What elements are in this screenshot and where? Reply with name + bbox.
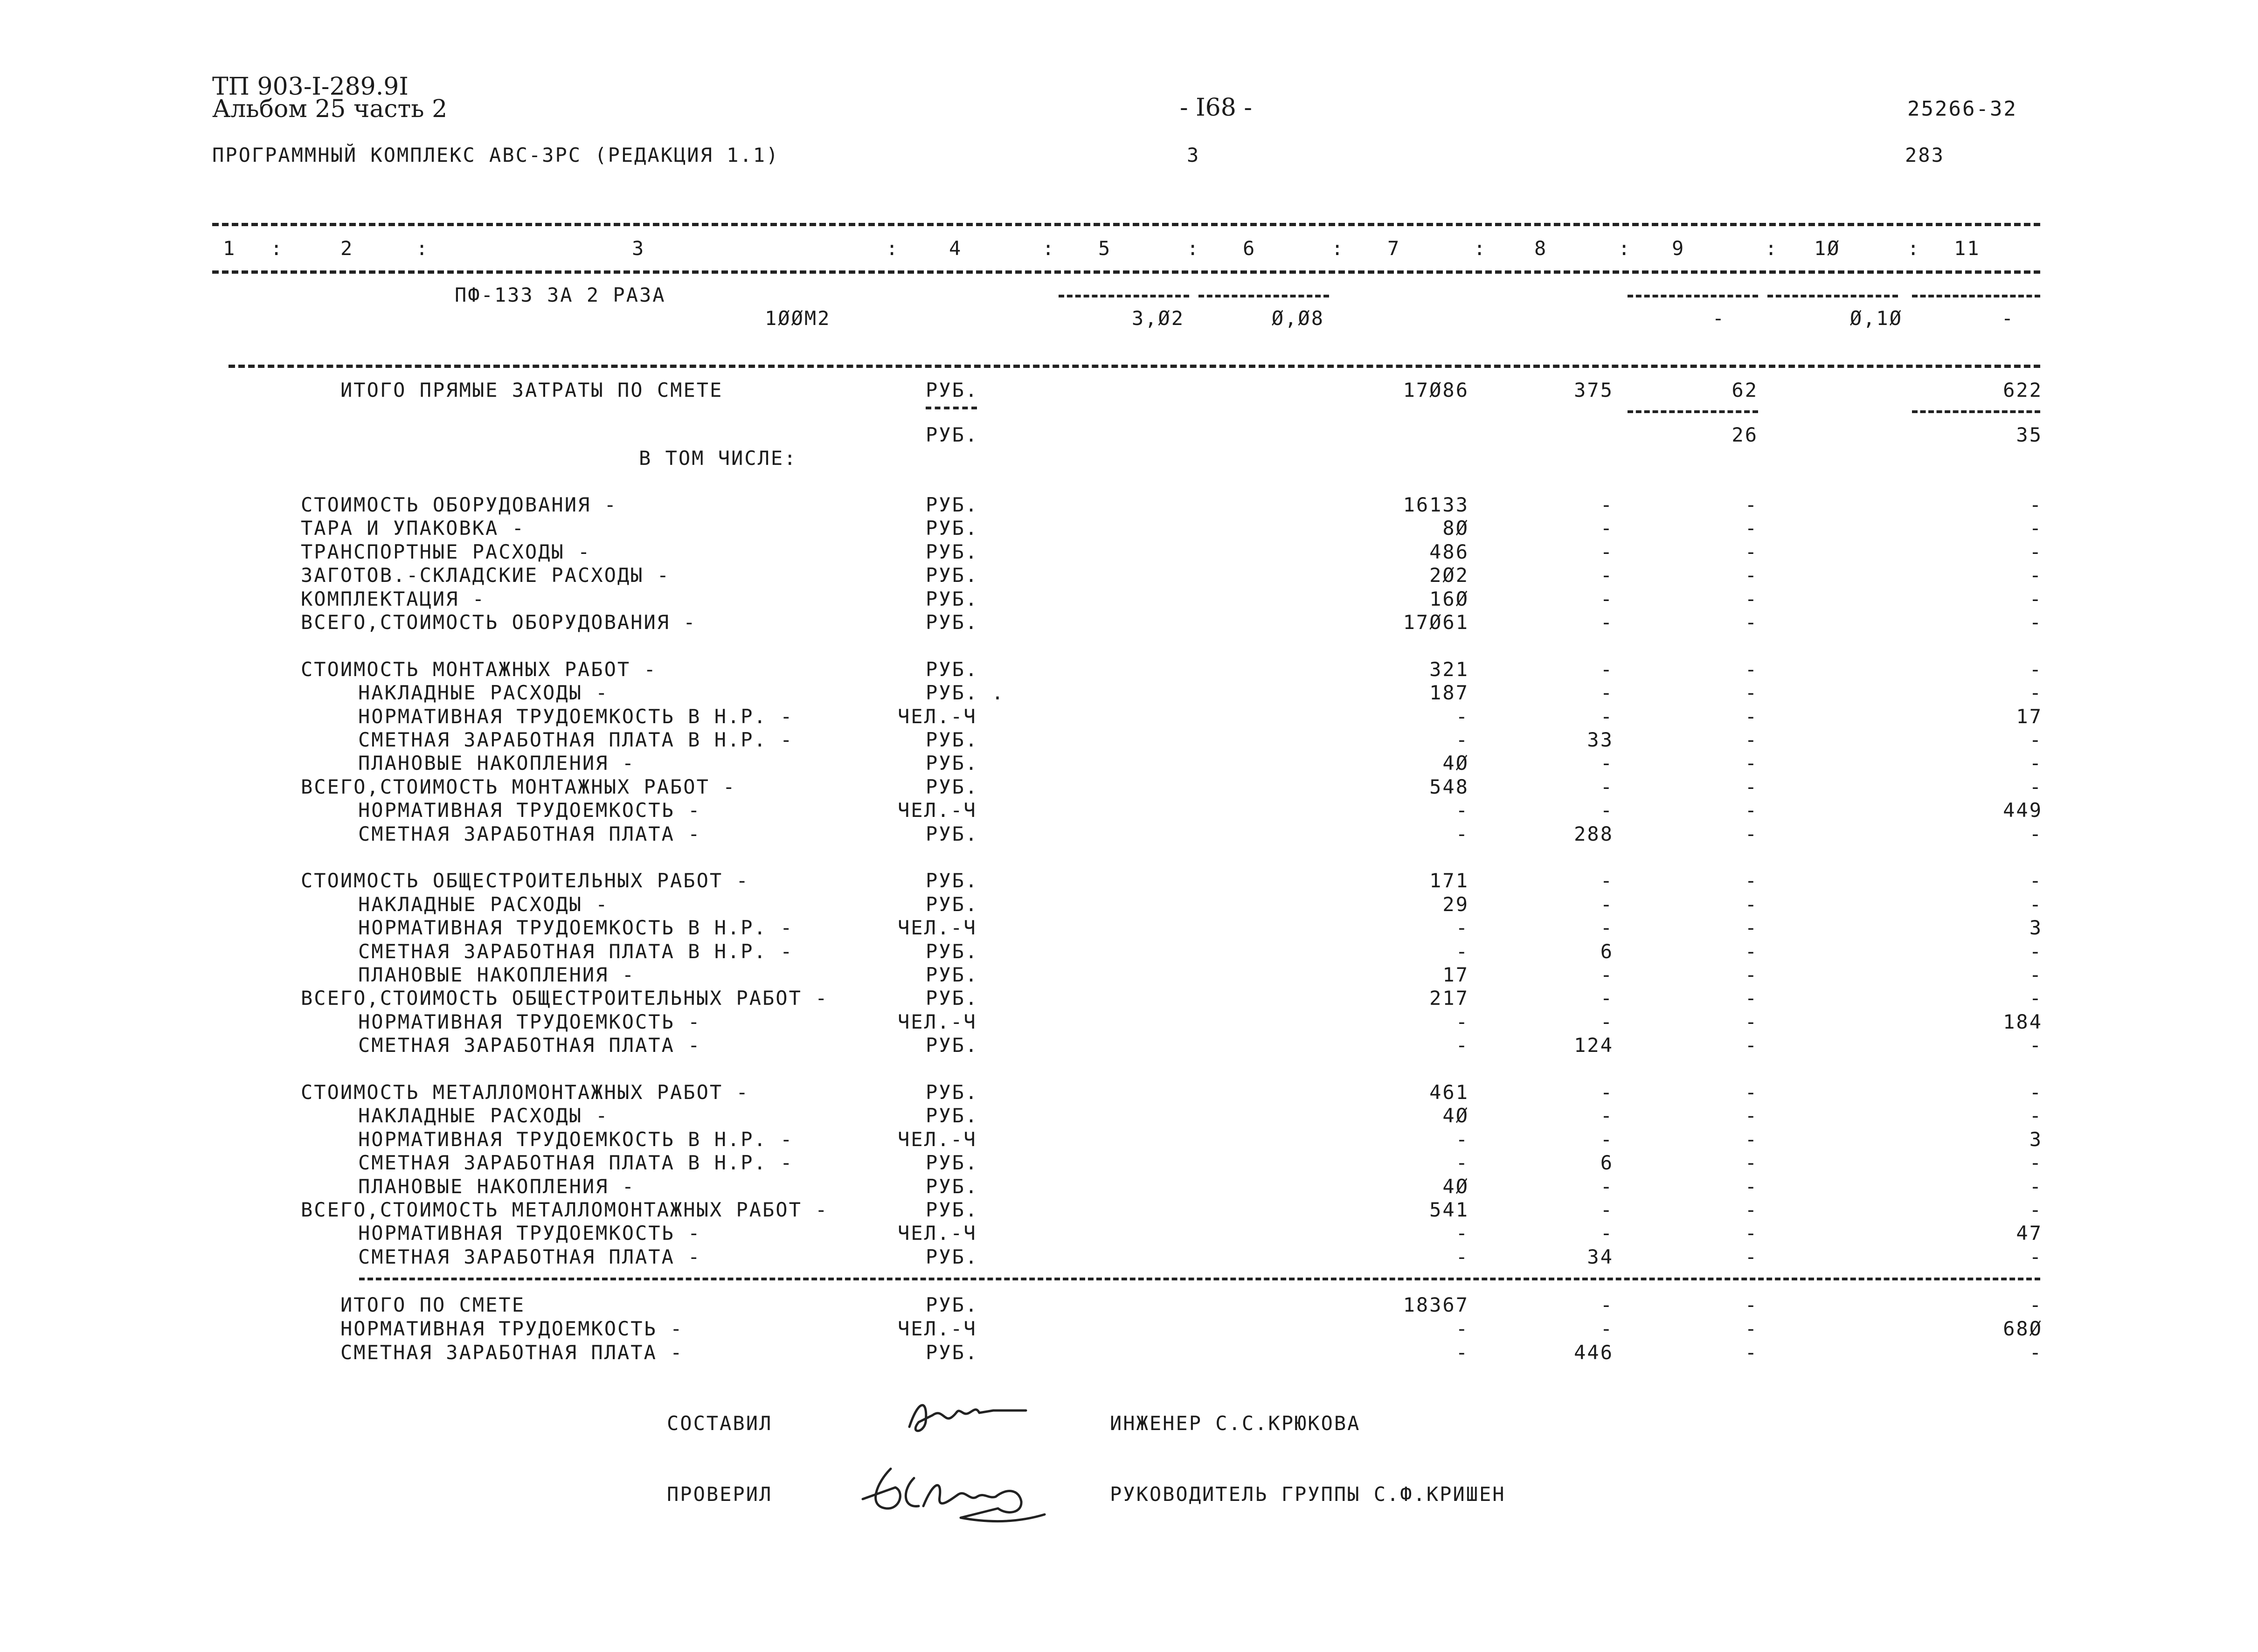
row-label: СМЕТНАЯ ЗАРАБОТНАЯ ПЛАТА - [358,823,701,845]
row-label: НОРМАТИВНАЯ ТРУДОЕМКОСТЬ В Н.Р. - [358,916,794,939]
row-c7: - [1455,1128,1469,1151]
row-c8: - [1600,916,1614,939]
row-c11: 47 [2016,1222,2043,1244]
column-label: 1 [223,237,236,260]
row-c8: - [1600,799,1614,822]
item-c6: Ø,Ø8 [1271,307,1324,330]
column-header-rule [212,270,2040,274]
row-unit: РУБ. [926,1198,979,1221]
row-label: СТОИМОСТЬ МОНТАЖНЫХ РАБОТ - [301,658,657,681]
totals-unit: РУБ. [926,379,979,401]
column-label: 9 [1672,237,1685,260]
compiled-label: СОСТАВИЛ [667,1412,773,1435]
row-unit: ЧЕЛ.-Ч [898,1128,977,1151]
row-c9: - [1745,893,1758,916]
column-separator: : [1331,237,1345,260]
row-c11: - [2029,1104,2043,1127]
row-c8: - [1600,1010,1614,1033]
column-separator: : [1042,237,1056,260]
row-c11: - [2029,869,2043,892]
row-unit: РУБ. [926,1151,979,1174]
row-c11: - [2029,987,2043,1009]
program-title: ПРОГРАММНЫЙ КОМПЛЕКС АВС-3РС (РЕДАКЦИЯ 1.1) [212,144,780,166]
row-unit: РУБ. . [926,681,1005,704]
row-unit: ЧЕЛ.-Ч [898,916,977,939]
column-separator: : [1765,237,1779,260]
separator [926,407,977,409]
final-rule [359,1278,2040,1280]
row-label: СМЕТНАЯ ЗАРАБОТНАЯ ПЛАТА В Н.Р. - [358,1151,794,1174]
row-c11: - [2029,893,2043,916]
row-c9: - [1745,1175,1758,1198]
separator [1059,295,1189,297]
row-c7: 4Ø [1442,1104,1469,1127]
row-c7: 4Ø [1442,1175,1469,1198]
final-c11: 68Ø [2003,1317,2043,1340]
row-label: СТОИМОСТЬ ОБЩЕСТРОИТЕЛЬНЫХ РАБОТ - [301,869,749,892]
row-c11: - [2029,493,2043,516]
row-c8: 6 [1600,940,1614,963]
row-c11: - [2029,1081,2043,1104]
separator [1198,295,1329,297]
row-c7: 486 [1429,540,1469,563]
row-c9: - [1745,681,1758,704]
column-separator: : [270,237,284,260]
row-c7: 461 [1429,1081,1469,1104]
row-label: ВСЕГО,СТОИМОСТЬ ОБЩЕСТРОИТЕЛЬНЫХ РАБОТ - [301,987,829,1009]
row-c7: - [1455,728,1469,751]
column-label: 2 [340,237,354,260]
row-unit: РУБ. [926,775,979,798]
item-c10: Ø,1Ø [1849,307,1903,330]
totals-c7: 17Ø86 [1403,379,1469,401]
row-c7: - [1455,1010,1469,1033]
final-label: СМЕТНАЯ ЗАРАБОТНАЯ ПЛАТА - [340,1341,684,1364]
row-label: СМЕТНАЯ ЗАРАБОТНАЯ ПЛАТА - [358,1245,701,1268]
row-c8: 6 [1600,1151,1614,1174]
row-c8: 34 [1587,1245,1614,1268]
row-unit: РУБ. [926,588,979,610]
final-unit: РУБ. [926,1293,979,1316]
row-label: СМЕТНАЯ ЗАРАБОТНАЯ ПЛАТА - [358,1034,701,1057]
signature-compiled [900,1389,1040,1441]
row-c11: - [2029,940,2043,963]
totals-c8: 375 [1574,379,1614,401]
row-c8: - [1600,775,1614,798]
row-c7: 16Ø [1429,588,1469,610]
row-c7: - [1455,1222,1469,1244]
column-label: 5 [1098,237,1112,260]
row-label: НОРМАТИВНАЯ ТРУДОЕМКОСТЬ - [358,1010,701,1033]
row-label: ТРАНСПОРТНЫЕ РАСХОДЫ - [301,540,591,563]
row-c11: - [2029,540,2043,563]
totals-c9b: 26 [1732,423,1758,446]
row-c7: - [1455,916,1469,939]
row-c11: - [2029,1175,2043,1198]
header-number-a: 3 [1187,144,1200,166]
row-c9: - [1745,752,1758,774]
row-c7: 548 [1429,775,1469,798]
column-label: 7 [1387,237,1401,260]
row-label: НАКЛАДНЫЕ РАСХОДЫ - [358,681,609,704]
row-c9: - [1745,775,1758,798]
row-c9: - [1745,799,1758,822]
final-c8: - [1600,1317,1614,1340]
row-c11: 3 [2029,916,2043,939]
separator [1628,295,1758,297]
checked-by: РУКОВОДИТЕЛЬ ГРУППЫ С.Ф.КРИШЕН [1110,1483,1506,1506]
item-c11: - [2001,307,2015,330]
final-c11: - [2029,1341,2043,1364]
item-unit: 1ØØМ2 [765,307,831,330]
totals-unit-2: РУБ. [926,423,979,446]
row-c7: - [1455,1245,1469,1268]
row-c11: - [2029,728,2043,751]
row-c7: - [1455,823,1469,845]
row-label: НОРМАТИВНАЯ ТРУДОЕМКОСТЬ - [358,799,701,822]
checked-label: ПРОВЕРИЛ [667,1483,773,1506]
final-c8: 446 [1574,1341,1614,1364]
row-c9: - [1745,1222,1758,1244]
row-label: ПЛАНОВЫЕ НАКОПЛЕНИЯ - [358,752,636,774]
row-c11: - [2029,963,2043,986]
row-c9: - [1745,540,1758,563]
final-unit: РУБ. [926,1341,979,1364]
row-c8: - [1600,752,1614,774]
row-c9: - [1745,1034,1758,1057]
row-label: ВСЕГО,СТОИМОСТЬ МЕТАЛЛОМОНТАЖНЫХ РАБОТ - [301,1198,829,1221]
totals-c9: 62 [1732,379,1758,401]
row-c11: - [2029,588,2043,610]
column-separator: : [1907,237,1921,260]
table-top-rule [212,223,2040,226]
column-separator: : [1187,237,1200,260]
row-unit: РУБ. [926,611,979,634]
row-c7: - [1455,705,1469,728]
row-c8: - [1600,705,1614,728]
row-c9: - [1745,1010,1758,1033]
separator [1767,295,1898,297]
row-label: ПЛАНОВЫЕ НАКОПЛЕНИЯ - [358,1175,636,1198]
row-c11: - [2029,1151,2043,1174]
row-c7: - [1455,1034,1469,1057]
row-c11: 3 [2029,1128,2043,1151]
column-label: 1Ø [1814,237,1841,260]
final-c9: - [1745,1293,1758,1316]
row-unit: РУБ. [926,493,979,516]
row-c9: - [1745,963,1758,986]
final-c8: - [1600,1293,1614,1316]
row-c8: - [1600,517,1614,539]
row-unit: РУБ. [926,728,979,751]
final-label: ИТОГО ПО СМЕТЕ [340,1293,526,1316]
row-c9: - [1745,1104,1758,1127]
row-c9: - [1745,1245,1758,1268]
compiled-by: ИНЖЕНЕР С.С.КРЮКОВА [1110,1412,1361,1435]
final-c9: - [1745,1317,1758,1340]
row-c7: 541 [1429,1198,1469,1221]
row-c11: - [2029,775,2043,798]
including-label: В ТОМ ЧИСЛЕ: [639,447,797,470]
row-unit: РУБ. [926,752,979,774]
row-c7: 217 [1429,987,1469,1009]
row-label: НОРМАТИВНАЯ ТРУДОЕМКОСТЬ В Н.Р. - [358,1128,794,1151]
row-c9: - [1745,705,1758,728]
item-c9: - [1712,307,1725,330]
row-label: НАКЛАДНЫЕ РАСХОДЫ - [358,893,609,916]
row-c7: 321 [1429,658,1469,681]
final-unit: ЧЕЛ.-Ч [898,1317,977,1340]
row-label: ВСЕГО,СТОИМОСТЬ ОБОРУДОВАНИЯ - [301,611,697,634]
row-c9: - [1745,987,1758,1009]
column-label: 11 [1954,237,1981,260]
row-c8: - [1600,588,1614,610]
item-c5: 3,Ø2 [1131,307,1184,330]
column-label: 6 [1243,237,1256,260]
row-c8: - [1600,1104,1614,1127]
row-c11: - [2029,1245,2043,1268]
row-c8: - [1600,987,1614,1009]
totals-c11: 622 [2003,379,2043,401]
row-c9: - [1745,1151,1758,1174]
row-c11: - [2029,1198,2043,1221]
row-c7: 17 [1442,963,1469,986]
row-c8: 288 [1574,823,1614,845]
totals-label: ИТОГО ПРЯМЫЕ ЗАТРАТЫ ПО СМЕТЕ [340,379,723,401]
row-label: НОРМАТИВНАЯ ТРУДОЕМКОСТЬ В Н.Р. - [358,705,794,728]
row-c7: 17Ø61 [1403,611,1469,634]
album-info: Альбом 25 часть 2 [212,95,448,123]
row-c9: - [1745,869,1758,892]
row-label: ВСЕГО,СТОИМОСТЬ МОНТАЖНЫХ РАБОТ - [301,775,736,798]
doc-code: ТП 903-I-289.9I [212,73,409,101]
row-c11: 184 [2003,1010,2043,1033]
row-unit: ЧЕЛ.-Ч [898,1222,977,1244]
row-unit: РУБ. [926,1081,979,1104]
row-c8: 124 [1574,1034,1614,1057]
row-unit: РУБ. [926,869,979,892]
row-c8: - [1600,1222,1614,1244]
separator [1912,410,2040,413]
row-c11: - [2029,658,2043,681]
row-unit: РУБ. [926,1175,979,1198]
row-c7: 8Ø [1442,517,1469,539]
signature-checked [858,1455,1054,1539]
separator [1912,295,2040,297]
row-label: НОРМАТИВНАЯ ТРУДОЕМКОСТЬ - [358,1222,701,1244]
row-label: ПЛАНОВЫЕ НАКОПЛЕНИЯ - [358,963,636,986]
row-unit: РУБ. [926,1034,979,1057]
row-unit: ЧЕЛ.-Ч [898,1010,977,1033]
row-c8: - [1600,540,1614,563]
row-unit: РУБ. [926,823,979,845]
final-c7: - [1455,1317,1469,1340]
row-c9: - [1745,1081,1758,1104]
row-c9: - [1745,823,1758,845]
sheet-code: 25266-32 [1907,97,2017,121]
row-c7: 4Ø [1442,752,1469,774]
row-c8: - [1600,1198,1614,1221]
totals-c11b: 35 [2016,423,2043,446]
row-c9: - [1745,940,1758,963]
row-c8: - [1600,1081,1614,1104]
row-unit: РУБ. [926,1104,979,1127]
row-c8: - [1600,493,1614,516]
row-unit: РУБ. [926,540,979,563]
row-unit: РУБ. [926,963,979,986]
row-c8: - [1600,893,1614,916]
row-c11: 17 [2016,705,2043,728]
row-c9: - [1745,611,1758,634]
row-label: ЗАГОТОВ.-СКЛАДСКИЕ РАСХОДЫ - [301,564,671,587]
totals-rule [229,365,2040,368]
row-c8: - [1600,611,1614,634]
row-unit: РУБ. [926,987,979,1009]
row-label: СМЕТНАЯ ЗАРАБОТНАЯ ПЛАТА В Н.Р. - [358,728,794,751]
row-c9: - [1745,564,1758,587]
row-c9: - [1745,493,1758,516]
row-c8: - [1600,869,1614,892]
row-c8: - [1600,681,1614,704]
row-c8: - [1600,963,1614,986]
row-c9: - [1745,916,1758,939]
row-c11: - [2029,611,2043,634]
row-unit: ЧЕЛ.-Ч [898,799,977,822]
row-c9: - [1745,1198,1758,1221]
row-c9: - [1745,1128,1758,1151]
row-c7: 16133 [1403,493,1469,516]
page-number: - I68 - [1180,94,1252,122]
row-c8: 33 [1587,728,1614,751]
column-label: 8 [1534,237,1548,260]
item-name: ПФ-133 ЗА 2 РАЗА [455,283,666,306]
row-label: КОМПЛЕКТАЦИЯ - [301,588,486,610]
row-unit: ЧЕЛ.-Ч [898,705,977,728]
row-unit: РУБ. [926,658,979,681]
column-separator: : [886,237,900,260]
column-separator: : [1474,237,1487,260]
row-c9: - [1745,728,1758,751]
row-c9: - [1745,588,1758,610]
row-c8: - [1600,1175,1614,1198]
row-c7: 2Ø2 [1429,564,1469,587]
row-c11: - [2029,1034,2043,1057]
final-label: НОРМАТИВНАЯ ТРУДОЕМКОСТЬ - [340,1317,684,1340]
row-label: СМЕТНАЯ ЗАРАБОТНАЯ ПЛАТА В Н.Р. - [358,940,794,963]
row-label: СТОИМОСТЬ МЕТАЛЛОМОНТАЖНЫХ РАБОТ - [301,1081,749,1104]
final-c11: - [2029,1293,2043,1316]
row-c8: - [1600,658,1614,681]
row-c9: - [1745,658,1758,681]
row-c8: - [1600,564,1614,587]
column-label: 4 [949,237,963,260]
separator [1628,410,1758,413]
row-c7: - [1455,1151,1469,1174]
row-c7: 29 [1442,893,1469,916]
final-c7: 18367 [1403,1293,1469,1316]
final-c7: - [1455,1341,1469,1364]
row-label: СТОИМОСТЬ ОБОРУДОВАНИЯ - [301,493,617,516]
row-c7: 187 [1429,681,1469,704]
final-c9: - [1745,1341,1758,1364]
row-c9: - [1745,517,1758,539]
row-c11: - [2029,681,2043,704]
row-c11: - [2029,823,2043,845]
row-c11: - [2029,564,2043,587]
row-unit: РУБ. [926,1245,979,1268]
row-unit: РУБ. [926,517,979,539]
row-unit: РУБ. [926,940,979,963]
header-number-b: 283 [1905,144,1945,166]
row-c7: 171 [1429,869,1469,892]
row-c8: - [1600,1128,1614,1151]
row-label: ТАРА И УПАКОВКА - [301,517,525,539]
row-c11: 449 [2003,799,2043,822]
column-label: 3 [632,237,645,260]
row-c11: - [2029,517,2043,539]
row-unit: РУБ. [926,893,979,916]
row-c7: - [1455,799,1469,822]
row-c7: - [1455,940,1469,963]
row-c11: - [2029,752,2043,774]
row-unit: РУБ. [926,564,979,587]
column-separator: : [416,237,429,260]
column-separator: : [1618,237,1632,260]
row-label: НАКЛАДНЫЕ РАСХОДЫ - [358,1104,609,1127]
